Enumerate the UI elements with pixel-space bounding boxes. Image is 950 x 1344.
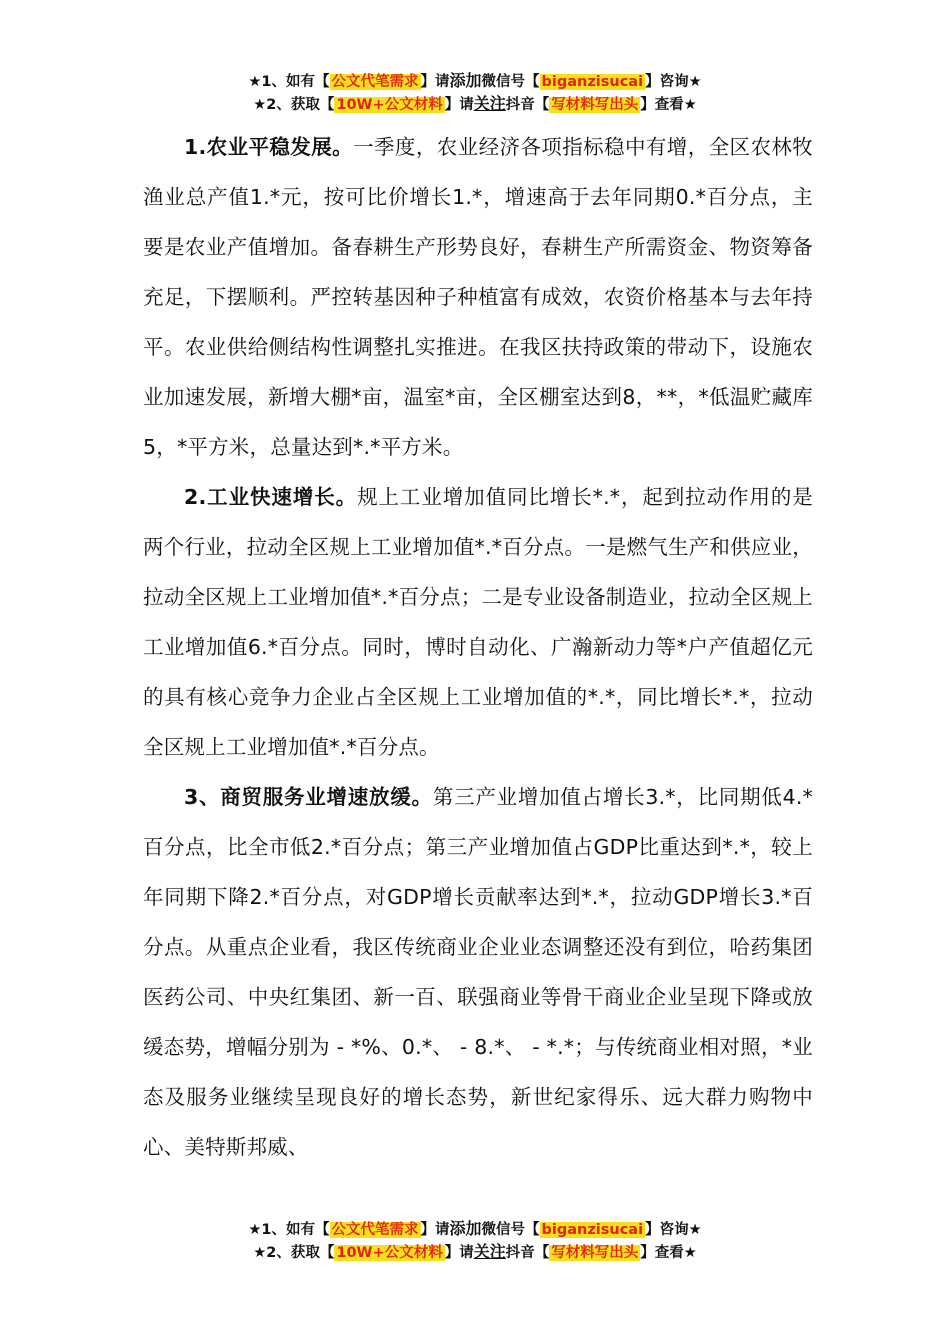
banner-line-2: [0, 93, 950, 116]
banner-line-1: [0, 1218, 950, 1241]
highlight-wechat-id: biganzisucai: [541, 74, 644, 90]
banner-text: 】咨询★: [645, 1222, 702, 1238]
banner-text: 抖音【: [505, 1245, 550, 1261]
paragraph-text: 第三产业增加值占增长3.*，比同期低4.*百分点，比全市低2.*百分点；第三产业增加值占GDP比重达到*.*，较上年同期下降2.*百分点，对GDP增长贡献率达到*.*，拉动GDP增长3.*百分点。从重点企业看，我区传统商业企业业态调整还没有到位，哈药集团医药公司、中央红集团、新一百、联强商业等骨干商业企业呈现下降或放缓态势，增幅分别为 - *%、0.*、 - 8.*、 - *.*；与传统商业相对照，*业态及服务业继续呈现良好的增长态势，新世纪家得乐、远大群力购物中心、美特斯邦威、: [143, 785, 813, 1159]
highlight-wechat-id: biganzisucai: [541, 1222, 644, 1238]
paragraph-heading: 2.工业快速增长。: [184, 485, 358, 509]
banner-emphasis: 添加: [449, 71, 482, 90]
banner-text: 微信号【: [481, 74, 540, 90]
banner-text: 】请: [420, 1222, 450, 1238]
header-banner: [0, 70, 950, 116]
banner-emphasis: 添加: [449, 1219, 482, 1238]
banner-text: 抖音【: [505, 97, 550, 113]
banner-line-2: [0, 1241, 950, 1264]
banner-emphasis: 关注: [473, 1242, 506, 1261]
banner-text: 】请: [444, 1245, 474, 1261]
paragraph-heading: 1.农业平稳发展。: [184, 135, 354, 159]
banner-text: 】查看★: [640, 97, 697, 113]
banner-text: 】查看★: [640, 1245, 697, 1261]
document-body: [143, 122, 813, 1172]
paragraph-heading: 3、商贸服务业增速放缓。: [184, 785, 433, 809]
paragraph-agriculture: [143, 122, 813, 472]
banner-line-1: [0, 70, 950, 93]
banner-text: ★2、获取【: [253, 1245, 335, 1261]
banner-emphasis: 关注: [473, 94, 506, 113]
banner-text: ★1、如有【: [248, 74, 330, 90]
highlight-douyin: 写材料写出头: [551, 97, 639, 113]
banner-text: 微信号【: [481, 1222, 540, 1238]
highlight-materials: 10W+公文材料: [336, 97, 443, 113]
paragraph-commerce: [143, 772, 813, 1172]
paragraph-industry: [143, 472, 813, 772]
banner-text: ★2、获取【: [253, 97, 335, 113]
banner-text: ★1、如有【: [248, 1222, 330, 1238]
highlight-douyin: 写材料写出头: [551, 1245, 639, 1261]
footer-banner: [0, 1218, 950, 1264]
highlight-service: 公文代笔需求: [331, 74, 419, 90]
banner-text: 】咨询★: [645, 74, 702, 90]
paragraph-text: 规上工业增加值同比增长*.*，起到拉动作用的是两个行业，拉动全区规上工业增加值*.*百分点。一是燃气生产和供应业，拉动全区规上工业增加值*.*百分点；二是专业设备制造业，拉动全区规上工业增加值6.*百分点。同时，博时自动化、广瀚新动力等*户产值超亿元的具有核心竞争力企业占全区规上工业增加值的*.*，同比增长*.*，拉动全区规上工业增加值*.*百分点。: [143, 485, 813, 759]
banner-text: 】请: [420, 74, 450, 90]
paragraph-text: 一季度，农业经济各项指标稳中有增，全区农林牧渔业总产值1.*元，按可比价增长1.*，增速高于去年同期0.*百分点，主要是农业产值增加。备春耕生产形势良好，春耕生产所需资金、物资筹备充足，下摆顺利。严控转基因种子种植富有成效，农资价格基本与去年持平。农业供给侧结构性调整扎实推进。在我区扶持政策的带动下，设施农业加速发展，新增大棚*亩，温室*亩，全区棚室达到8，**，*低温贮藏库5，*平方米，总量达到*.*平方米。: [143, 135, 813, 459]
banner-text: 】请: [444, 97, 474, 113]
highlight-materials: 10W+公文材料: [336, 1245, 443, 1261]
highlight-service: 公文代笔需求: [331, 1222, 419, 1238]
